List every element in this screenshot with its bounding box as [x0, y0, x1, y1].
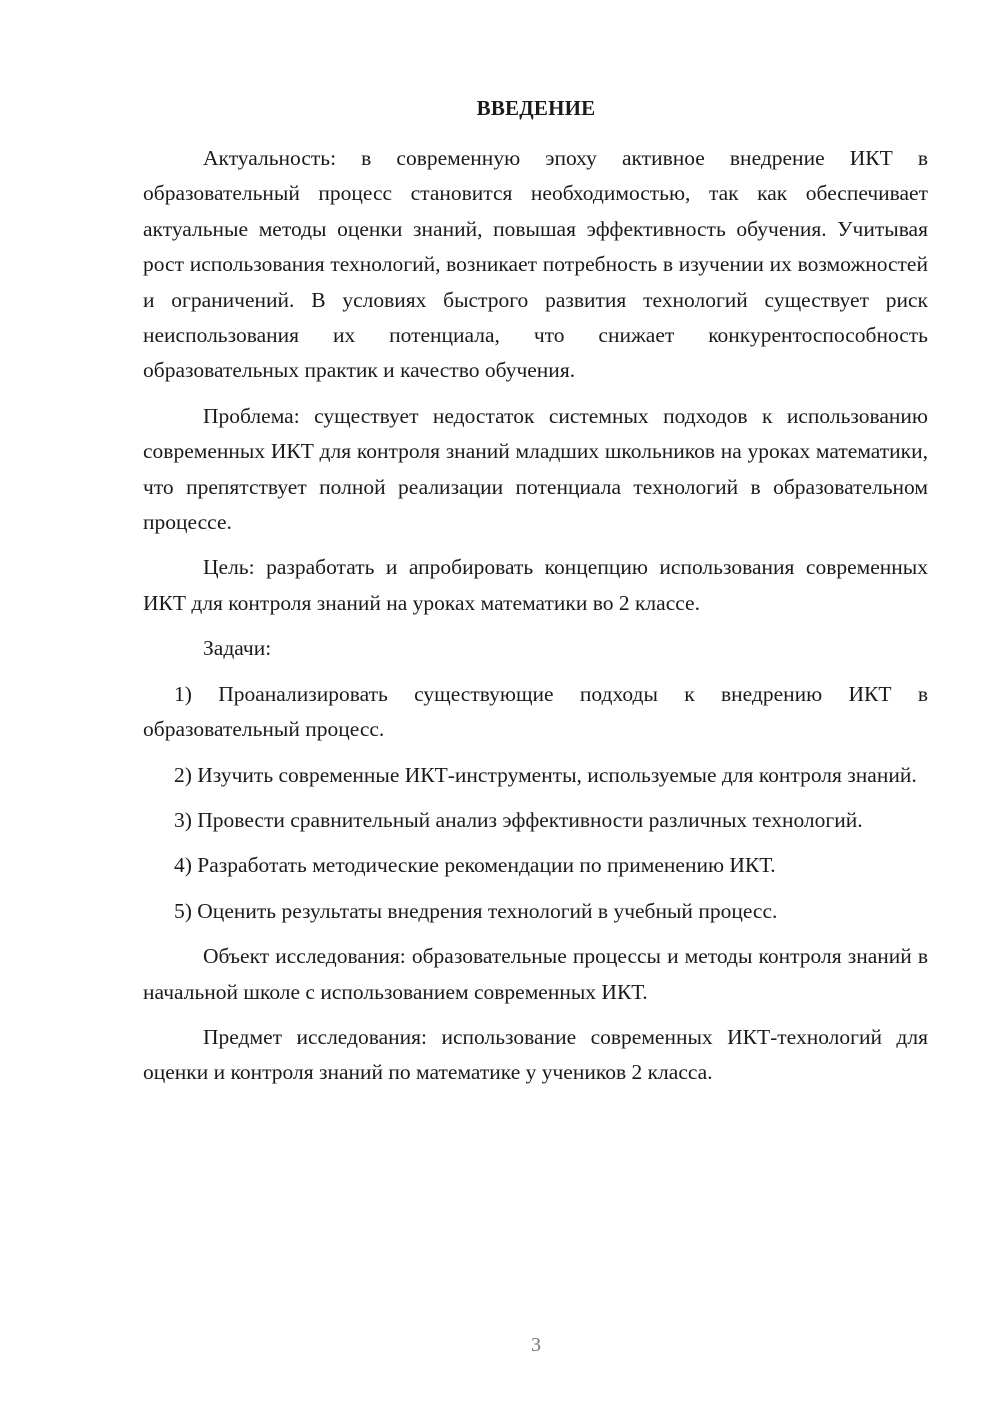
task-item-5: 5) Оценить результаты внедрения технологий в учебный процесс. — [174, 898, 778, 923]
task-item-2: 2) Изучить современные ИКТ-инструменты, используемые для контроля знаний. — [174, 762, 917, 787]
object-paragraph: Объект исследования: образовательные процессы и методы контроля знаний в начальной школе с использованием современных ИКТ. — [143, 944, 928, 1004]
problem-paragraph: Проблема: существует недостаток системных подходов к использованию современных ИКТ для контроля знаний младших школьников на уроках математики, что препятствует полной реализации потенциала технологий в образовательном процессе. — [143, 403, 928, 535]
goal-paragraph: Цель: разработать и апробировать концепцию использования современных ИКТ для контроля знаний на уроках математики во 2 классе. — [143, 555, 928, 615]
task-item-3: 3) Провести сравнительный анализ эффективности различных технологий. — [174, 807, 863, 832]
tasks-heading: Задачи: — [203, 636, 272, 661]
task-item-4: 4) Разработать методические рекомендации по применению ИКТ. — [174, 853, 776, 878]
subject-paragraph: Предмет исследования: использование современных ИКТ-технологий для оценки и контроля знаний по математике у учеников 2 класса. — [143, 1024, 928, 1085]
relevance-paragraph: Актуальность: в современную эпоху активное внедрение ИКТ в образовательный процесс становится необходимостью, так как обеспечивает актуальные методы оценки знаний, повышая эффективность обучения. Учитывая рост использования технологий, возникает потребность в изучении их возможностей и ограничений. В условиях быстрого развития технологий существует риск неиспользования их потенциала, что снижает конкурентоспособность образовательных практик и качество обучения. — [143, 146, 928, 383]
section-title: ВВЕДЕНИЕ — [476, 96, 596, 120]
document-body — [143, 141, 928, 1101]
page-number: 3 — [531, 1334, 541, 1356]
task-item-1: 1) Проанализировать существующие подходы к внедрению ИКТ в образовательный процесс. — [143, 681, 928, 742]
